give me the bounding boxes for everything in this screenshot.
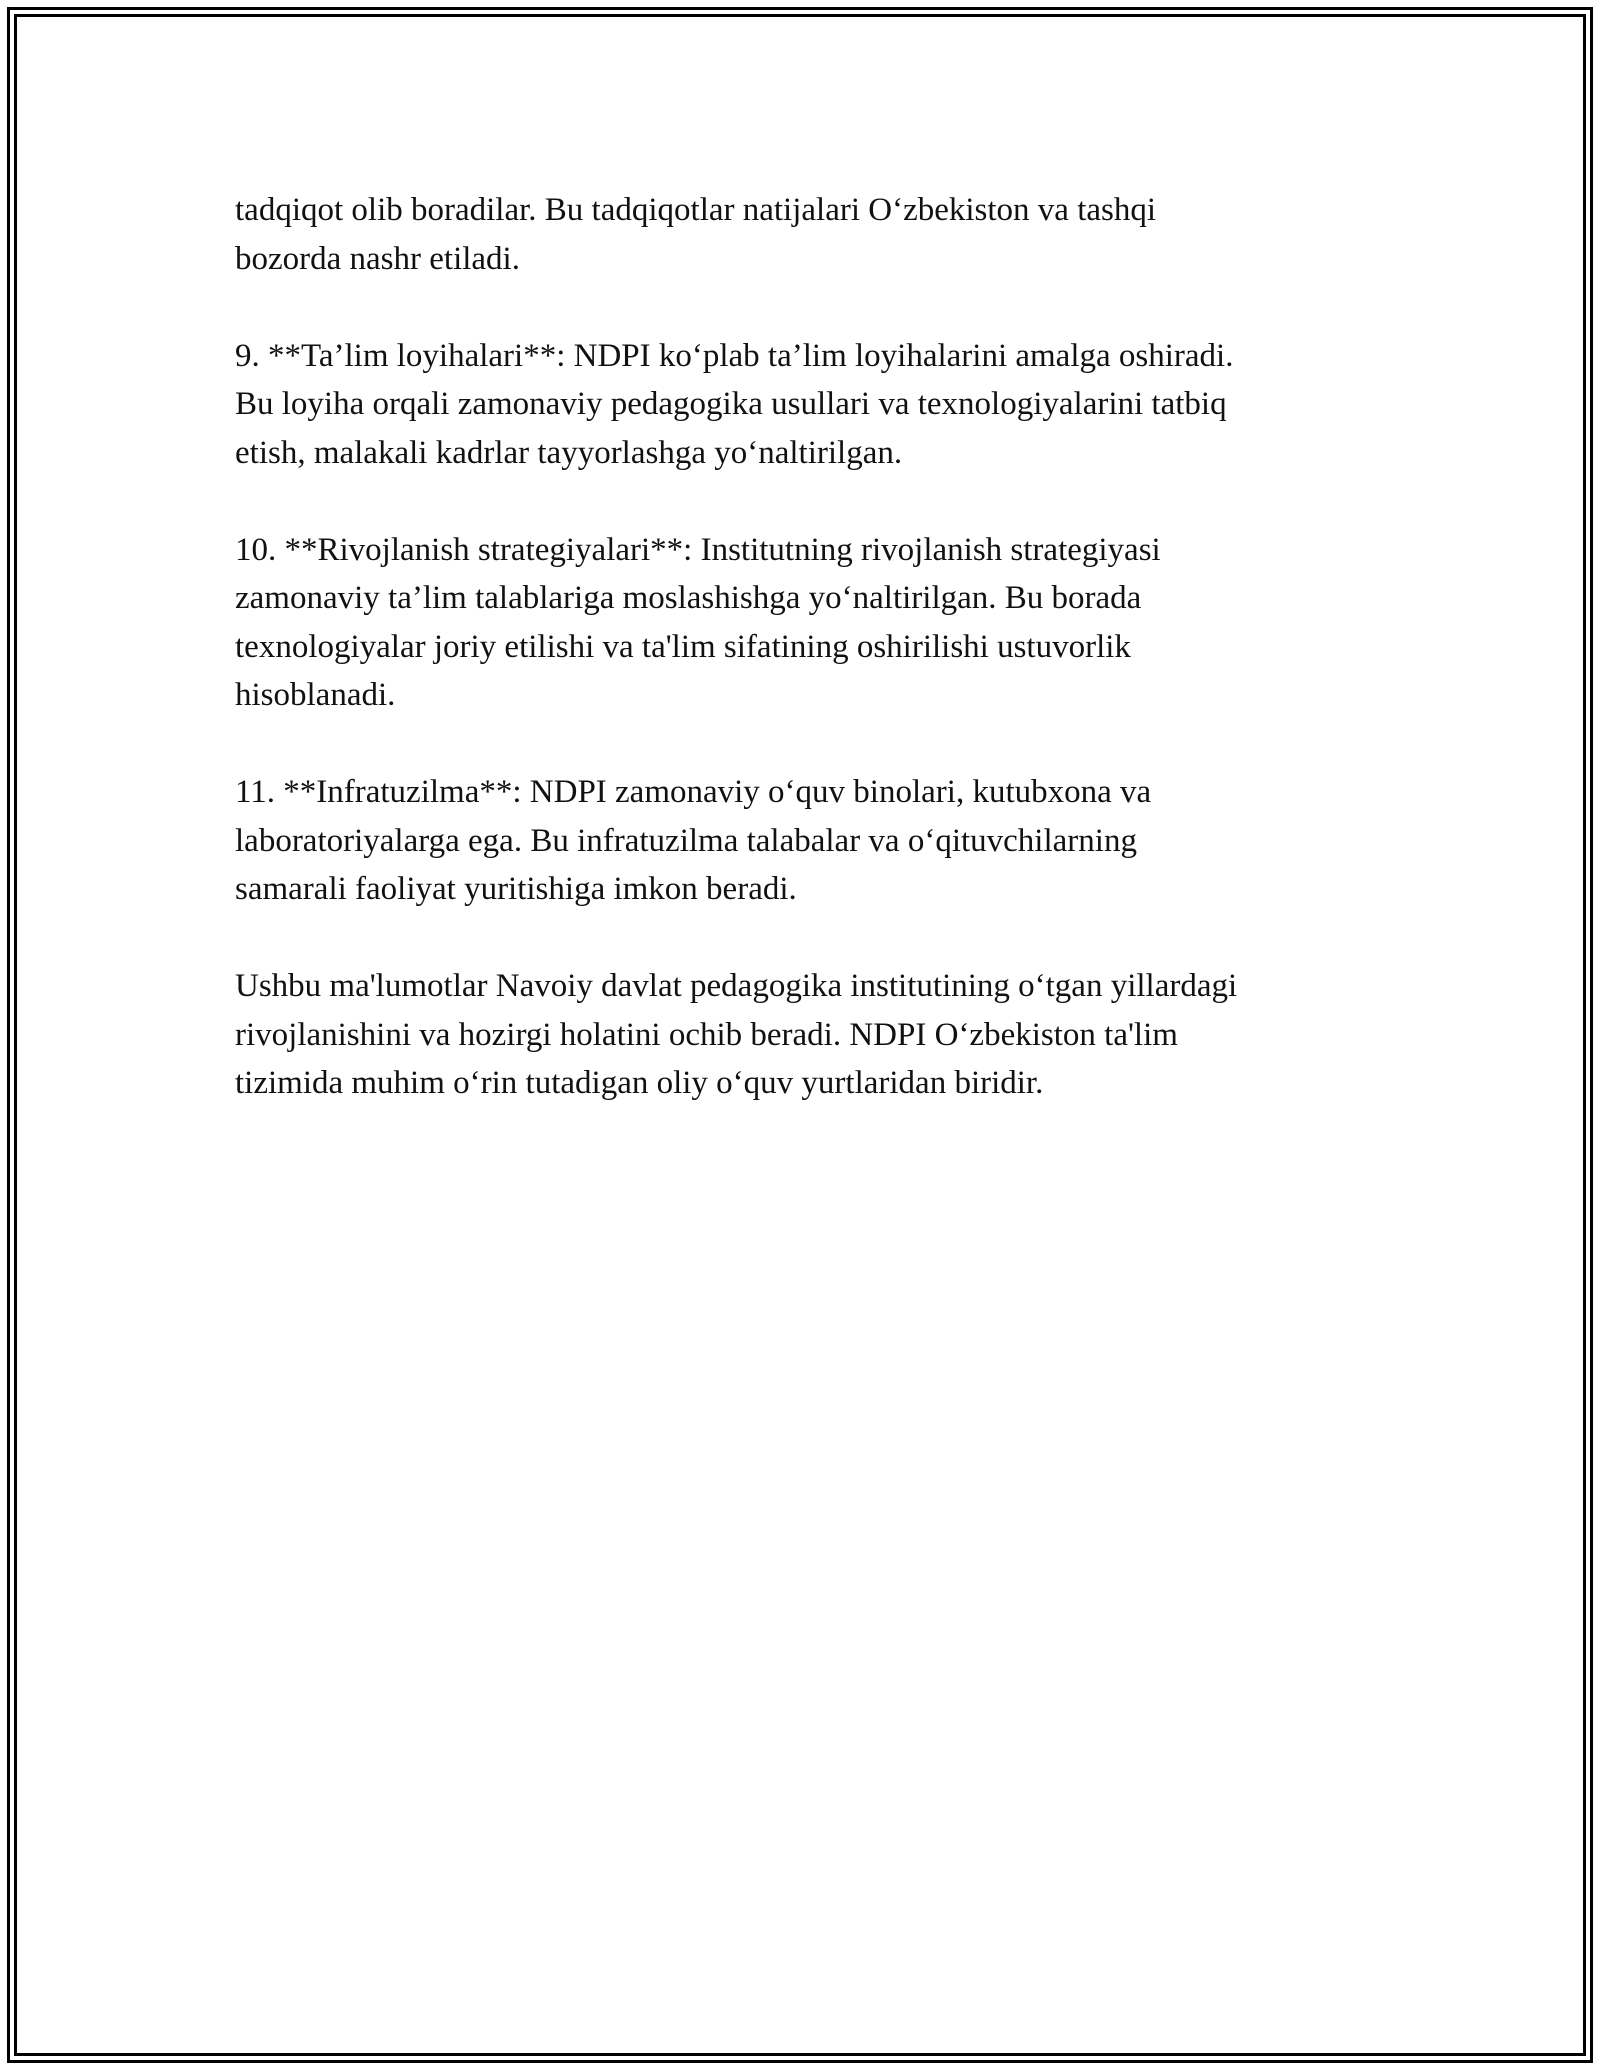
- paragraph-conclusion: Ushbu ma'lumotlar Navoiy davlat pedagogika institutining o‘tgan yillardagi rivojlanishini va hozirgi holatini ochib beradi. NDPI O‘zbekiston ta'lim tizimida muhim o‘rin tutadigan oliy o‘quv yurtlaridan biridir.: [235, 968, 1238, 1101]
- paragraph-development-strategies: 10. **Rivojlanish strategiyalari**: Institutning rivojlanish strategiyasi zamonaviy ta’lim talablariga moslashishga yo‘naltirilgan. Bu borada texnologiyalar joriy etilishi va ta'lim sifatining oshirilishi ustuvorlik hisoblanadi.: [235, 531, 1161, 713]
- paragraph-education-projects: 9. **Ta’lim loyihalari**: NDPI ko‘plab ta’lim loyihalarini amalga oshiradi. Bu loyiha orqali zamonaviy pedagogika usullari va texnologiyalarini tatbiq etish, malakali kadrlar tayyorlashga yo‘naltirilgan.: [235, 337, 1234, 471]
- paragraph-research-continuation: tadqiqot olib boradilar. Bu tadqiqotlar natijalari O‘zbekiston va tashqi bozorda nashr etiladi.: [235, 192, 1157, 277]
- document-body: [235, 186, 1375, 1156]
- paragraph-infrastructure: 11. **Infratuzilma**: NDPI zamonaviy o‘quv binolari, kutubxona va laboratoriyalarga ega. Bu infratuzilma talabalar va o‘qituvchilarning samarali faoliyat yuritishiga imkon beradi.: [235, 774, 1152, 907]
